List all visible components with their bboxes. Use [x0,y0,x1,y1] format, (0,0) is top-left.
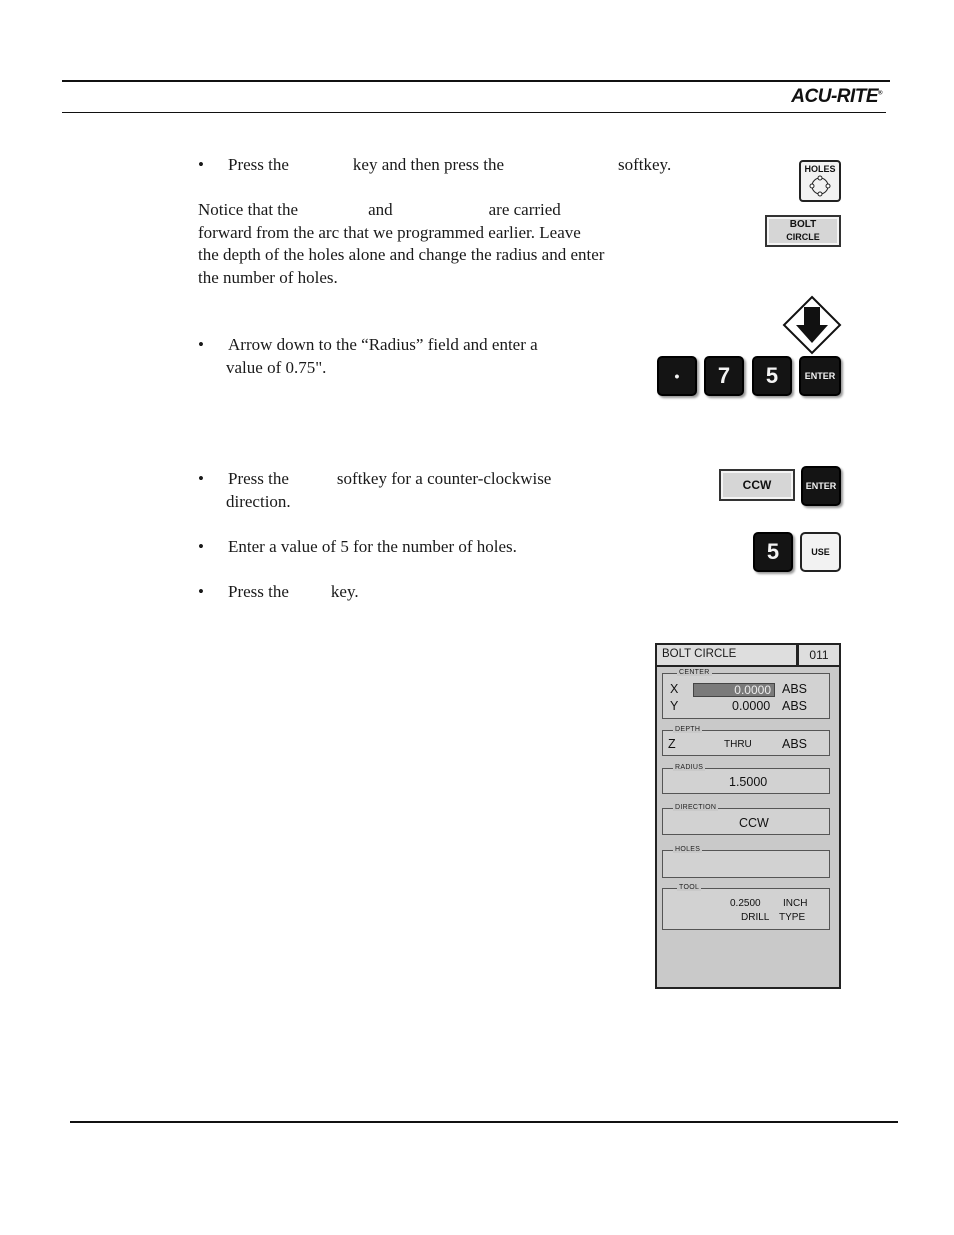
step5-text-a: Press the [228,582,289,601]
step2-line2: value of 0.75". [226,357,327,377]
direction-group [662,804,830,835]
brand-logo [791,86,882,108]
footer-rule [70,1121,898,1123]
decimal-key[interactable] [657,356,697,396]
y-axis-label: Y [670,699,679,713]
radius-value-field[interactable]: 1.5000 [729,775,768,789]
tool-drill: DRILL [741,912,770,923]
para-line1-a: Notice that the [198,200,299,219]
direction-label: DIRECTION [675,804,717,811]
para-line3: the depth of the holes alone and change the radius and enter [198,245,605,264]
holes-key-label: HOLES [804,164,836,174]
z-value-field[interactable]: THRU [724,739,752,750]
seven-key[interactable] [704,356,744,396]
bolt-circle-line1: BOLT [789,219,817,230]
five-key-2-label: 5 [766,539,780,564]
step-ccw [198,468,618,513]
step1-text-a: Press the [228,155,289,174]
radius-group [662,764,830,794]
bolt-circle-screen [655,643,841,989]
bolt-circle-icon [807,174,833,198]
enter-key-label: ENTER [804,371,836,381]
bullet: • [198,335,204,354]
holes-group [662,846,830,878]
step3-text-a: Press the [228,469,289,488]
notice-paragraph [198,199,658,289]
step1-text-b: key and then press the [352,155,504,174]
decimal-key-label: • [674,368,680,384]
header-rule-lower [62,112,886,113]
step5-text-b: key. [330,582,359,601]
holes-key[interactable] [799,160,841,202]
x-mode: ABS [782,682,808,696]
x-axis-label: X [670,682,679,696]
step4-text: Enter a value of 5 for the number of holes. [228,537,517,556]
para-line4: the number of holes. [198,267,338,287]
direction-value-field[interactable]: CCW [739,816,769,830]
screen-title-bar [657,645,839,667]
holes-label: HOLES [675,846,701,853]
enter-key-2[interactable] [801,466,841,506]
bolt-circle-softkey[interactable] [765,215,841,247]
registered-mark: ® [878,90,882,97]
arrow-down-key[interactable] [782,295,842,355]
tool-label: TOOL [679,884,700,891]
five-key-2[interactable] [753,532,793,572]
use-key-label: USE [811,547,830,557]
bolt-circle-line2: CIRCLE [786,232,820,242]
y-value-field[interactable]: 0.0000 [732,699,771,713]
depth-label: DEPTH [675,726,701,733]
step-radius [198,334,618,379]
step-holes-boltcircle [198,154,738,177]
center-group [662,669,830,719]
ccw-softkey-label: CCW [742,478,772,492]
y-mode: ABS [782,699,808,713]
step-use [198,581,618,604]
enter-key[interactable] [799,356,841,396]
step3-line2: direction. [226,491,291,511]
step1-text-c: softkey. [618,155,672,174]
z-mode: ABS [782,737,808,751]
ccw-softkey[interactable] [719,469,795,501]
tool-unit: INCH [783,898,808,909]
bullet: • [198,155,204,174]
brand-name: ACU-RITE [791,86,879,107]
tool-group [662,884,830,930]
screen-number: 011 [796,645,839,665]
five-key-label: 5 [765,363,779,388]
center-label: CENTER [679,669,710,676]
step2-line1: Arrow down to the “Radius” field and enter a [228,335,538,354]
para-line2: forward from the arc that we programmed earlier. Leave [198,222,581,242]
bullet: • [198,537,204,556]
use-key[interactable] [800,532,841,572]
z-axis-label: Z [668,737,676,751]
enter-key-2-label: ENTER [805,481,837,491]
step-holes-count [198,536,618,559]
radius-label: RADIUS [675,764,704,771]
seven-key-label: 7 [717,363,731,388]
bullet: • [198,469,204,488]
depth-group [662,726,830,756]
header-rule [62,80,890,82]
arrow-down-icon [782,295,842,355]
x-value-field[interactable]: 0.0000 [693,683,775,697]
step3-text-b: softkey for a counter-clockwise [336,469,552,488]
tool-diameter: 0.2500 [730,898,761,909]
tool-type: TYPE [779,912,806,923]
para-line1-b: and [368,200,393,219]
para-line1-c: are carried [488,200,561,219]
screen-title: BOLT CIRCLE [662,648,737,660]
bullet: • [198,582,204,601]
five-key[interactable] [752,356,792,396]
